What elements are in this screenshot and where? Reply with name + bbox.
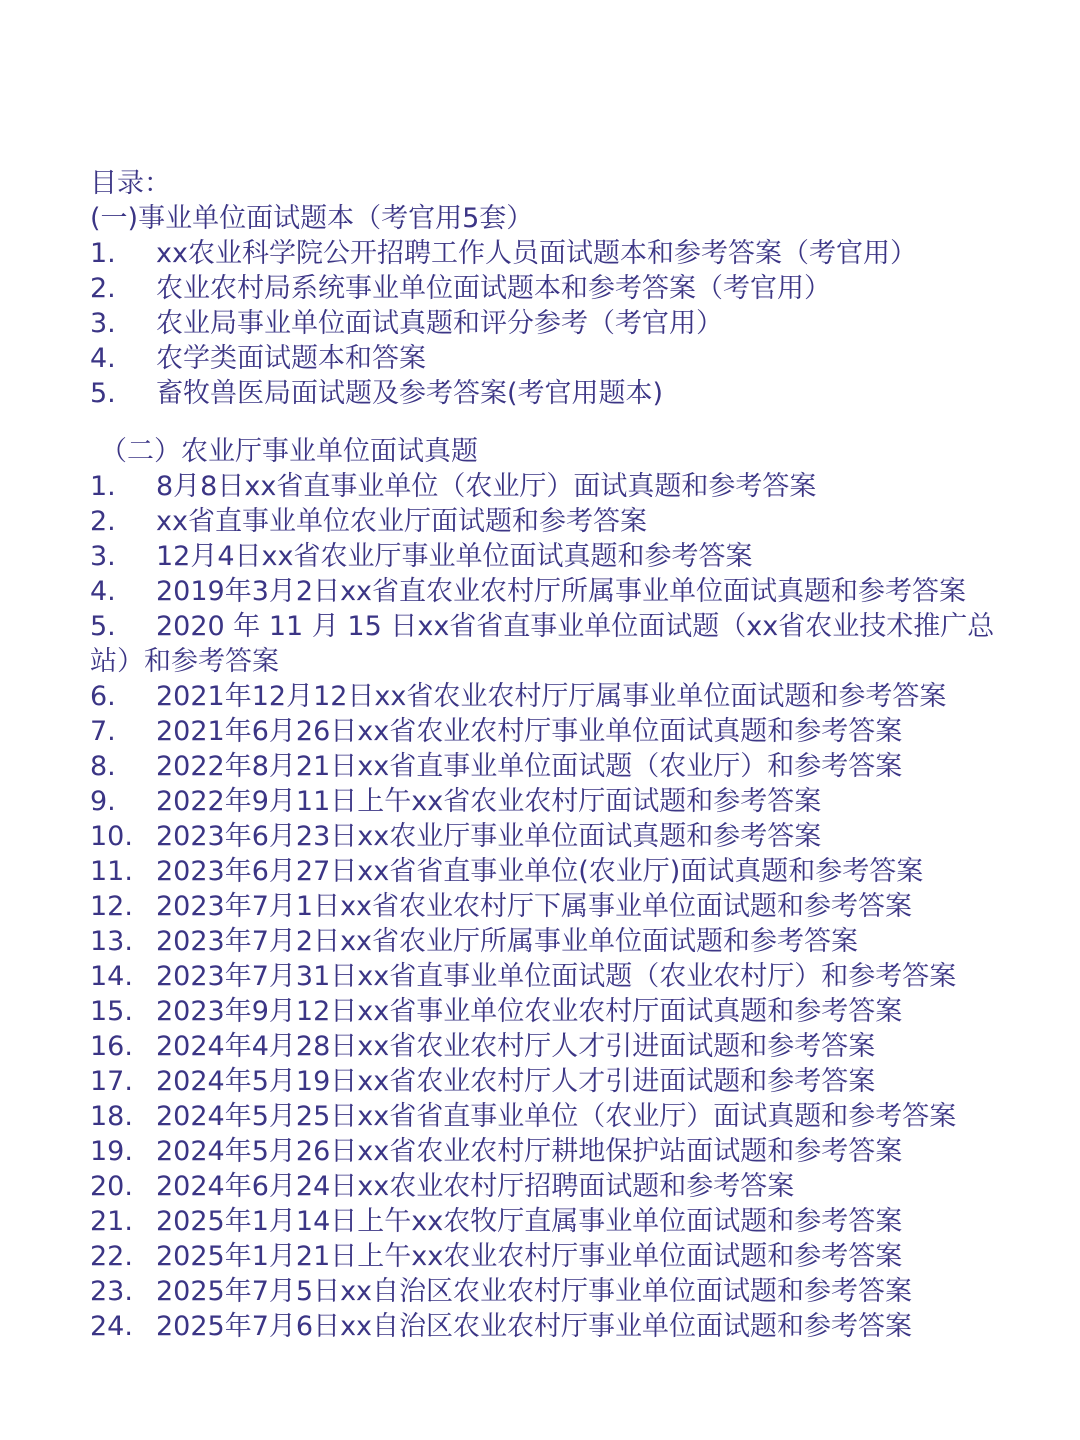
item-title: 2023年9月12日xx省事业单位农业农村厅面试真题和参考答案 <box>156 996 903 1027</box>
item-number: 3. <box>90 541 116 572</box>
list-item <box>90 819 1030 854</box>
item-title: 2024年5月25日xx省省直事业单位（农业厅）面试真题和参考答案 <box>156 1101 957 1132</box>
list-item <box>90 924 1030 959</box>
list-item <box>90 959 1030 994</box>
item-title: 农业农村局系统事业单位面试题本和参考答案（考官用） <box>156 273 831 304</box>
item-number: 24. <box>90 1311 133 1342</box>
item-number: 21. <box>90 1206 133 1237</box>
list-item <box>90 271 1030 306</box>
item-number: 5. <box>90 378 116 409</box>
list-item <box>90 1204 1030 1239</box>
list-item <box>90 504 1030 539</box>
list-item <box>90 714 1030 749</box>
item-title: 2025年1月14日上午xx农牧厅直属事业单位面试题和参考答案 <box>156 1206 903 1237</box>
item-number: 12. <box>90 891 133 922</box>
item-title: 农业局事业单位面试真题和评分参考（考官用） <box>156 308 723 339</box>
list-item <box>90 889 1030 924</box>
item-number: 19. <box>90 1136 133 1167</box>
item-title: 2023年7月2日xx省农业厅所属事业单位面试题和参考答案 <box>156 926 859 957</box>
list-item <box>90 539 1030 574</box>
item-title: 2025年7月6日xx自治区农业农村厅事业单位面试题和参考答案 <box>156 1311 913 1342</box>
list-item <box>90 376 1030 411</box>
item-title: xx省直事业单位农业厅面试题和参考答案 <box>156 506 647 537</box>
item-title: 8月8日xx省直事业单位（农业厅）面试真题和参考答案 <box>156 471 817 502</box>
list-item <box>90 1029 1030 1064</box>
item-title: xx农业科学院公开招聘工作人员面试题本和参考答案（考官用） <box>156 238 917 269</box>
item-title: 12月4日xx省农业厅事业单位面试真题和参考答案 <box>156 541 753 572</box>
list-item <box>90 749 1030 784</box>
list-item <box>90 341 1030 376</box>
section-gap <box>90 411 1030 434</box>
item-title-continuation: 站）和参考答案 <box>90 646 279 677</box>
item-title: 2023年6月27日xx省省直事业单位(农业厅)面试真题和参考答案 <box>156 856 924 887</box>
item-number: 1. <box>90 471 116 502</box>
item-number: 7. <box>90 716 116 747</box>
item-title: 2021年6月26日xx省农业农村厅事业单位面试真题和参考答案 <box>156 716 903 747</box>
section1-list <box>90 236 1030 411</box>
section2-title: （二）农业厅事业单位面试真题 <box>100 436 478 467</box>
item-title: 2020 年 11 月 15 日xx省省直事业单位面试题（xx省农业技术推广总 <box>156 611 995 642</box>
item-title: 2022年9月11日上午xx省农业农村厅面试题和参考答案 <box>156 786 822 817</box>
item-title: 2024年4月28日xx省农业农村厅人才引进面试题和参考答案 <box>156 1031 876 1062</box>
item-number: 4. <box>90 576 116 607</box>
list-item <box>90 784 1030 819</box>
item-number: 11. <box>90 856 133 887</box>
item-title: 2024年5月19日xx省农业农村厅人才引进面试题和参考答案 <box>156 1066 876 1097</box>
item-number: 23. <box>90 1276 133 1307</box>
item-number: 6. <box>90 681 116 712</box>
list-item <box>90 574 1030 609</box>
item-number: 4. <box>90 343 116 374</box>
item-title: 2023年7月31日xx省直事业单位面试题（农业农村厅）和参考答案 <box>156 961 957 992</box>
item-number: 13. <box>90 926 133 957</box>
list-item <box>90 609 1030 644</box>
table-of-contents <box>90 166 1030 1344</box>
item-title: 2021年12月12日xx省农业农村厅厅属事业单位面试题和参考答案 <box>156 681 947 712</box>
item-title: 畜牧兽医局面试题及参考答案(考官用题本) <box>156 378 664 409</box>
item-number: 8. <box>90 751 116 782</box>
item-title: 2025年7月5日xx自治区农业农村厅事业单位面试题和参考答案 <box>156 1276 913 1307</box>
item-title: 农学类面试题本和答案 <box>156 343 426 374</box>
item-number: 3. <box>90 308 116 339</box>
item-title: 2023年6月23日xx农业厅事业单位面试真题和参考答案 <box>156 821 822 852</box>
section1-title: (一)事业单位面试题本（考官用5套） <box>90 203 534 234</box>
item-number: 17. <box>90 1066 133 1097</box>
list-item <box>90 1169 1030 1204</box>
toc-label: 目录： <box>90 168 171 199</box>
list-item <box>90 469 1030 504</box>
list-item <box>90 854 1030 889</box>
item-number: 10. <box>90 821 133 852</box>
item-number: 18. <box>90 1101 133 1132</box>
item-number: 14. <box>90 961 133 992</box>
item-title: 2022年8月21日xx省直事业单位面试题（农业厅）和参考答案 <box>156 751 903 782</box>
section2-list <box>90 469 1030 1344</box>
list-item <box>90 1239 1030 1274</box>
item-number: 1. <box>90 238 116 269</box>
list-item <box>90 1064 1030 1099</box>
item-number: 16. <box>90 1031 133 1062</box>
item-title: 2024年6月24日xx农业农村厅招聘面试题和参考答案 <box>156 1171 795 1202</box>
item-title: 2023年7月1日xx省农业农村厅下属事业单位面试题和参考答案 <box>156 891 913 922</box>
list-item <box>90 1134 1030 1169</box>
item-number: 22. <box>90 1241 133 1272</box>
list-item <box>90 306 1030 341</box>
item-number: 15. <box>90 996 133 1027</box>
item-title: 2024年5月26日xx省农业农村厅耕地保护站面试题和参考答案 <box>156 1136 903 1167</box>
list-item <box>90 679 1030 714</box>
item-number: 9. <box>90 786 116 817</box>
list-item <box>90 1099 1030 1134</box>
item-title: 2019年3月2日xx省直农业农村厅所属事业单位面试真题和参考答案 <box>156 576 967 607</box>
list-item <box>90 994 1030 1029</box>
list-item <box>90 1274 1030 1309</box>
item-number: 2. <box>90 506 116 537</box>
list-item <box>90 1309 1030 1344</box>
item-number: 2. <box>90 273 116 304</box>
item-title: 2025年1月21日上午xx农业农村厅事业单位面试题和参考答案 <box>156 1241 903 1272</box>
item-number: 5. <box>90 611 116 642</box>
item-number: 20. <box>90 1171 133 1202</box>
list-item <box>90 236 1030 271</box>
